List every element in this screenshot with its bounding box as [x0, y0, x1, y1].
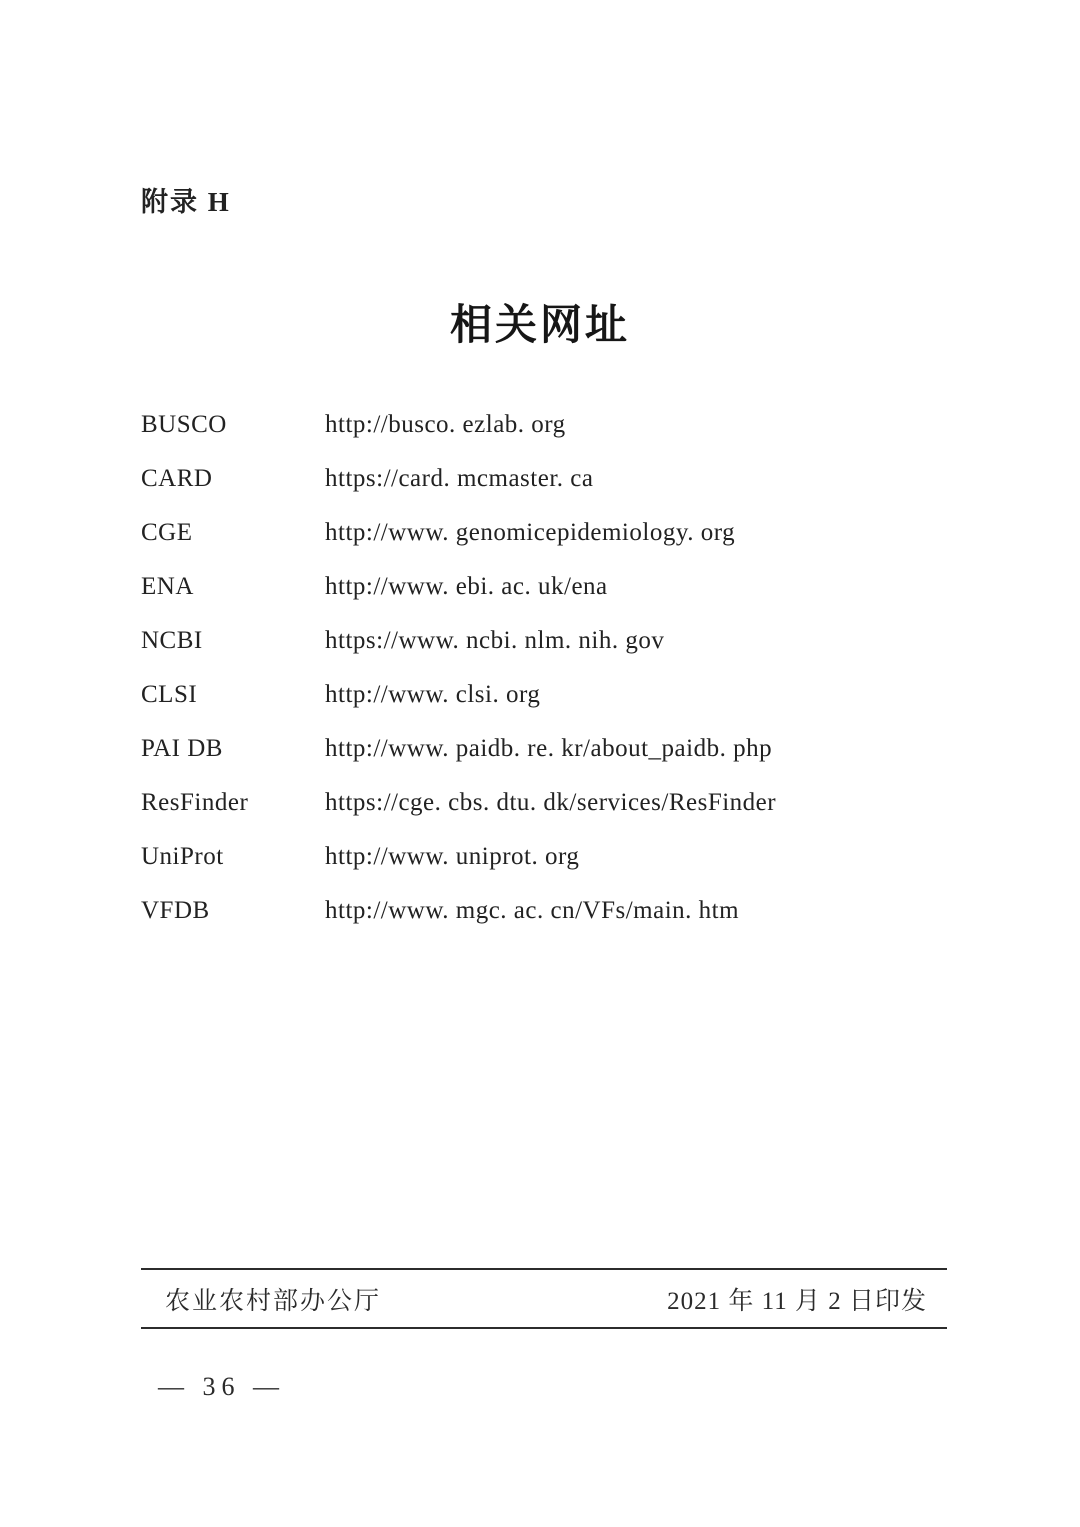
link-url: http://www. clsi. org [325, 681, 541, 708]
link-url: http://www. paidb. re. kr/about_paidb. php [325, 735, 773, 762]
link-name: ResFinder [141, 789, 249, 816]
link-row [141, 830, 981, 884]
link-row [141, 614, 981, 668]
link-row [141, 722, 981, 776]
footer-issuer: 农业农村部办公厅 [165, 1287, 382, 1315]
link-name: VFDB [141, 897, 210, 924]
link-name: CARD [141, 465, 213, 492]
link-row [141, 398, 981, 452]
link-row [141, 560, 981, 614]
imprint-footer [141, 1268, 947, 1329]
appendix-label: 附录 H [141, 187, 231, 217]
links-table [141, 398, 981, 938]
link-url: http://www. mgc. ac. cn/VFs/main. htm [325, 897, 740, 924]
link-url: http://www. genomicepidemiology. org [325, 519, 736, 546]
footer-print-date: 2021 年 11 月 2 日印发 [667, 1287, 927, 1315]
link-row [141, 506, 981, 560]
link-row [141, 776, 981, 830]
page-number: — 36 — [158, 1372, 285, 1401]
link-url: https://cge. cbs. dtu. dk/services/ResFinder [325, 789, 777, 816]
link-name: NCBI [141, 627, 203, 654]
link-name: BUSCO [141, 411, 227, 438]
link-name: PAI DB [141, 735, 223, 762]
link-row [141, 884, 981, 938]
link-name: UniProt [141, 843, 224, 870]
link-row [141, 668, 981, 722]
link-url: https://www. ncbi. nlm. nih. gov [325, 627, 665, 654]
link-url: http://busco. ezlab. org [325, 411, 566, 438]
link-name: ENA [141, 573, 194, 600]
link-row [141, 452, 981, 506]
link-url: http://www. uniprot. org [325, 843, 580, 870]
link-url: http://www. ebi. ac. uk/ena [325, 573, 608, 600]
link-name: CGE [141, 519, 193, 546]
link-name: CLSI [141, 681, 198, 708]
page-title: 相关网址 [449, 303, 630, 349]
link-url: https://card. mcmaster. ca [325, 465, 594, 492]
